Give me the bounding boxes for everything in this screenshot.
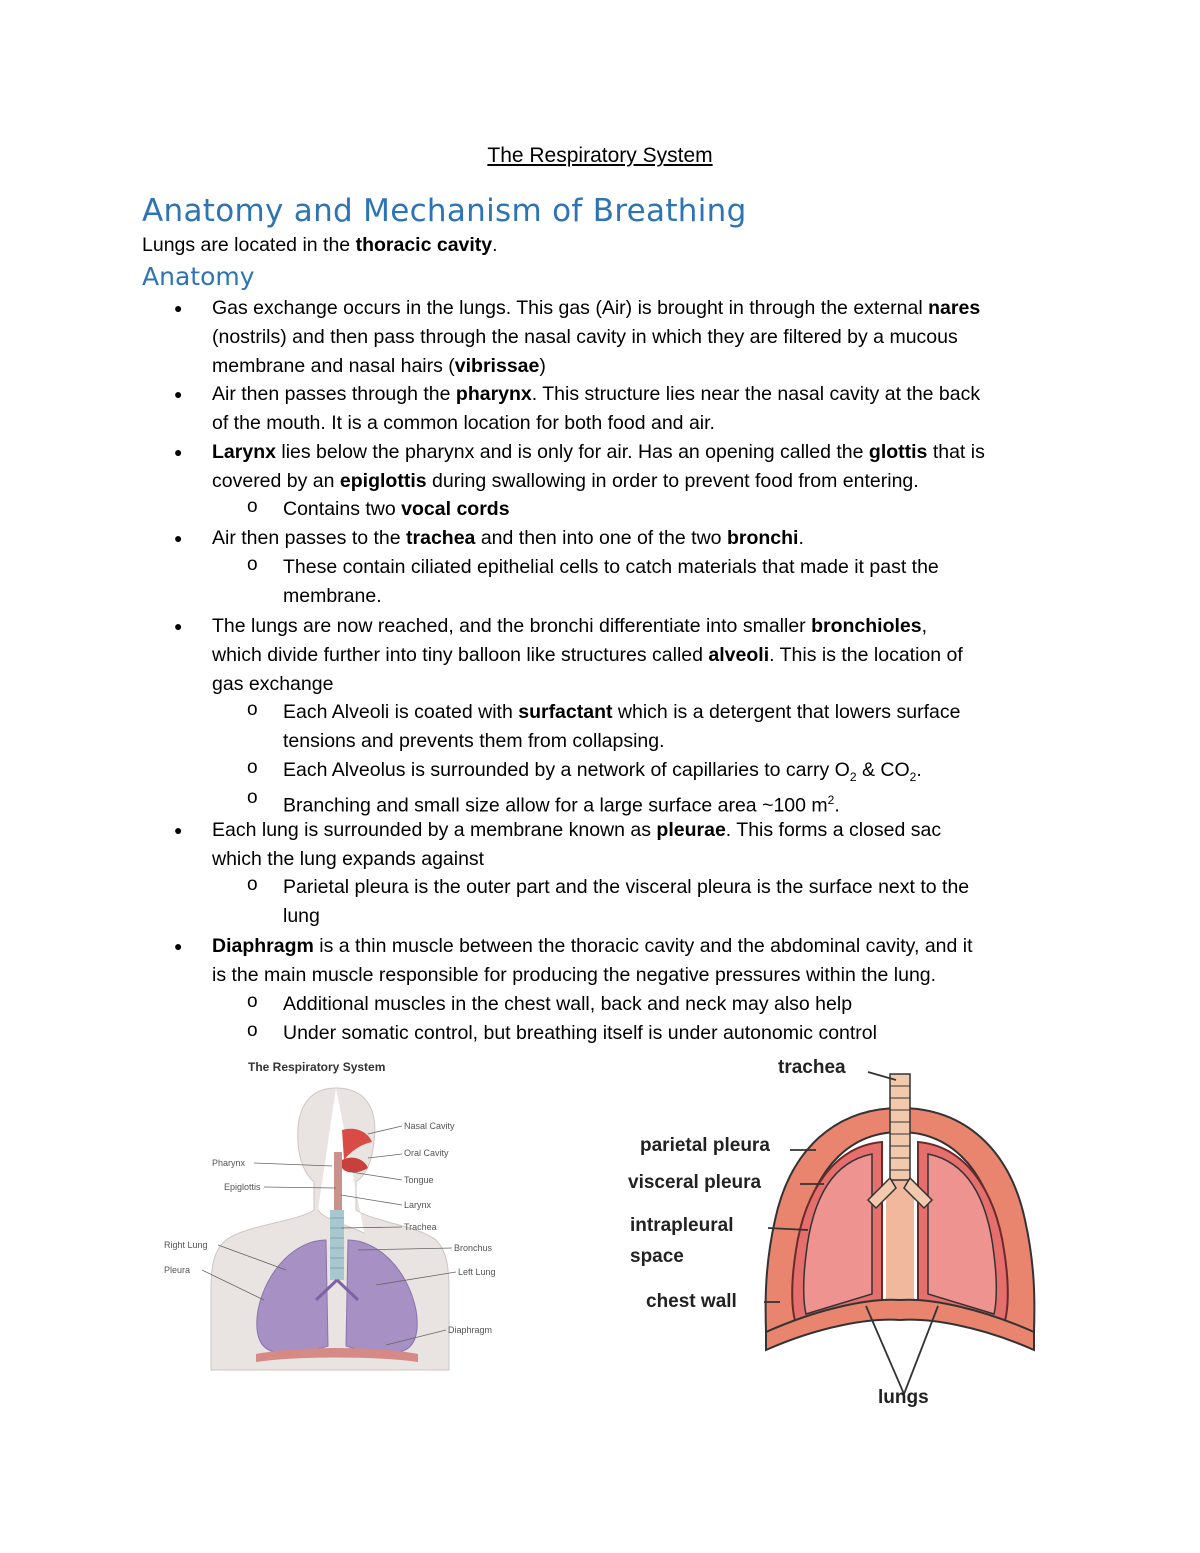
label-larynx: Larynx	[404, 1200, 432, 1210]
label-left-lung: Left Lung	[458, 1267, 496, 1277]
intro-paragraph: Lungs are located in the thoracic cavity.	[142, 234, 498, 256]
list-subitem: Contains two vocal cords	[283, 498, 510, 520]
label-diaphragm: Diaphragm	[448, 1325, 493, 1335]
sub-bullet-marker: o	[247, 554, 258, 575]
label-nasal-cavity: Nasal Cavity	[404, 1121, 455, 1131]
label-trachea: trachea	[778, 1057, 846, 1078]
label-trachea: Trachea	[404, 1222, 437, 1232]
label-intrapleural: intrapleural	[630, 1215, 734, 1236]
list-item: The lungs are now reached, and the bronchi differentiate into smaller bronchioles, which divide further into tiny balloon like structures called alveoli. This is the location of gas exchange	[212, 615, 963, 695]
list-item: Diaphragm is a thin muscle between the thoracic cavity and the abdominal cavity, and it is the main muscle responsible for producing the negative pressures within the lung.	[212, 935, 973, 986]
list-item: Air then passes through the pharynx. This structure lies near the nasal cavity at the back of the mouth. It is a common location for both food and air.	[212, 383, 981, 434]
label-lungs: lungs	[878, 1387, 929, 1408]
list-item: Air then passes to the trachea and then into one of the two bronchi.	[212, 527, 804, 549]
label-intrapleural-space: space	[630, 1246, 684, 1267]
label-right-lung: Right Lung	[164, 1240, 208, 1250]
sub-bullet-marker: o	[247, 1020, 258, 1041]
label-parietal-pleura: parietal pleura	[640, 1135, 770, 1156]
list-subitem: Parietal pleura is the outer part and the visceral pleura is the surface next to the lung	[283, 876, 970, 927]
list-item: Gas exchange occurs in the lungs. This gas (Air) is brought in through the external nares (nostrils) and then pass through the nasal cavity in which they are filtered by a mucous membrane and nasal hairs (vibrissae)	[212, 297, 981, 377]
sub-bullet-marker: o	[247, 757, 258, 778]
bullet-marker: ●	[174, 530, 183, 546]
label-visceral-pleura: visceral pleura	[628, 1172, 762, 1193]
bullet-marker: ●	[174, 300, 183, 316]
figure-title: The Respiratory System	[248, 1060, 386, 1074]
list-item: Each lung is surrounded by a membrane known as pleurae. This forms a closed sac which the lung expands against	[212, 819, 942, 870]
bullet-marker: ●	[174, 822, 183, 838]
label-pharynx: Pharynx	[212, 1158, 246, 1168]
sub-bullet-marker: o	[247, 496, 258, 517]
sub-bullet-marker: o	[247, 699, 258, 720]
page-title: The Respiratory System	[487, 144, 713, 167]
list-subitem: These contain ciliated epithelial cells to catch materials that made it past the membrane.	[283, 556, 939, 607]
list-subitem: Each Alveolus is surrounded by a network of capillaries to carry $O_2$ & $CO_2$.	[283, 759, 922, 784]
sub-bullet-marker: o	[247, 991, 258, 1012]
sub-bullet-marker: o	[247, 874, 258, 895]
bullet-marker: ●	[174, 444, 183, 460]
pleura-illustration	[620, 1050, 1090, 1410]
pleura-diagram-figure	[620, 1050, 1090, 1410]
section-heading: Anatomy and Mechanism of Breathing	[142, 193, 747, 229]
sub-bullet-marker: o	[247, 787, 258, 808]
respiratory-system-figure	[146, 1050, 516, 1410]
label-bronchus: Bronchus	[454, 1243, 493, 1253]
list-subitem: Under somatic control, but breathing itself is under autonomic control	[283, 1022, 877, 1044]
label-oral-cavity: Oral Cavity	[404, 1148, 449, 1158]
label-pleura: Pleura	[164, 1265, 191, 1275]
label-epiglottis: Epiglottis	[224, 1182, 261, 1192]
bullet-marker: ●	[174, 386, 183, 402]
list-subitem: Additional muscles in the chest wall, back and neck may also help	[283, 993, 853, 1015]
bullet-marker: ●	[174, 618, 183, 634]
list-subitem: Branching and small size allow for a large surface area ~100 $m^2$.	[283, 793, 840, 817]
respiratory-system-illustration	[146, 1050, 516, 1410]
label-chest-wall: chest wall	[646, 1291, 737, 1312]
label-tongue: Tongue	[404, 1175, 434, 1185]
list-subitem: Each Alveoli is coated with surfactant which is a detergent that lowers surface tensions and prevents them from collapsing.	[283, 701, 961, 752]
subsection-heading: Anatomy	[142, 262, 255, 291]
list-item: Larynx lies below the pharynx and is only for air. Has an opening called the glottis that is covered by an epiglottis during swallowing in order to prevent food from entering.	[212, 441, 985, 492]
bullet-marker: ●	[174, 938, 183, 954]
